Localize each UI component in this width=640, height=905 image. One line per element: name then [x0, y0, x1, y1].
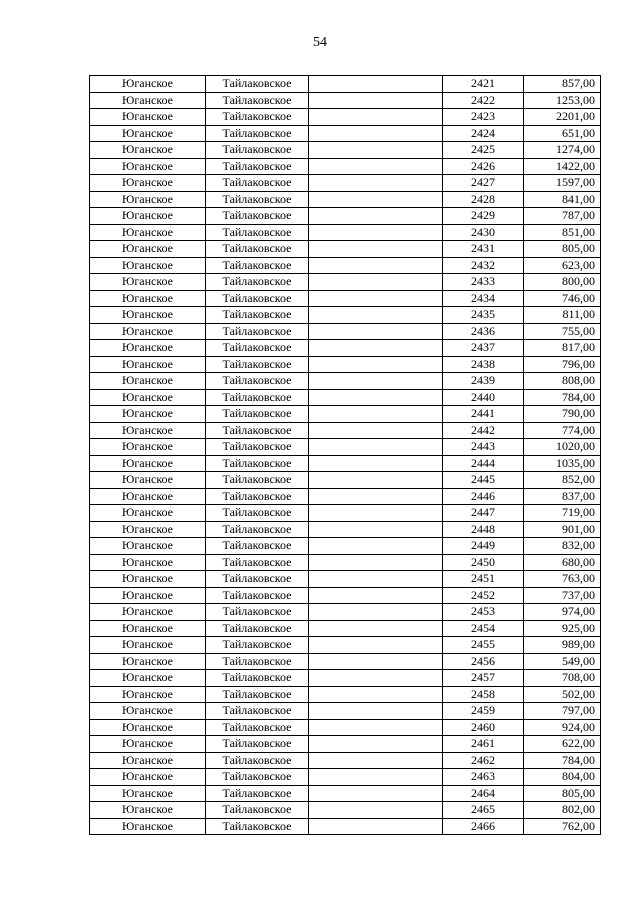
number-cell: 2459 — [443, 703, 524, 720]
region-cell: Юганское — [90, 76, 206, 93]
region-cell: Юганское — [90, 670, 206, 687]
region-cell: Юганское — [90, 274, 206, 291]
region-cell: Юганское — [90, 703, 206, 720]
region-cell: Юганское — [90, 373, 206, 390]
empty-cell — [309, 92, 443, 109]
number-cell: 2447 — [443, 505, 524, 522]
table-row — [90, 719, 601, 736]
number-cell: 2436 — [443, 323, 524, 340]
number-cell: 2444 — [443, 455, 524, 472]
field-cell: Тайлаковское — [206, 323, 309, 340]
region-cell: Юганское — [90, 620, 206, 637]
field-cell: Тайлаковское — [206, 241, 309, 258]
region-cell: Юганское — [90, 653, 206, 670]
number-cell: 2448 — [443, 521, 524, 538]
table-row — [90, 752, 601, 769]
table-row — [90, 241, 601, 258]
table-row — [90, 538, 601, 555]
empty-cell — [309, 406, 443, 423]
number-cell: 2461 — [443, 736, 524, 753]
field-cell: Тайлаковское — [206, 488, 309, 505]
table-row — [90, 587, 601, 604]
empty-cell — [309, 686, 443, 703]
value-cell: 737,00 — [524, 587, 601, 604]
value-cell: 797,00 — [524, 703, 601, 720]
field-cell: Тайлаковское — [206, 719, 309, 736]
value-cell: 784,00 — [524, 389, 601, 406]
table-row — [90, 769, 601, 786]
empty-cell — [309, 274, 443, 291]
empty-cell — [309, 802, 443, 819]
value-cell: 802,00 — [524, 802, 601, 819]
region-cell: Юганское — [90, 554, 206, 571]
data-table — [89, 75, 601, 835]
number-cell: 2463 — [443, 769, 524, 786]
value-cell: 622,00 — [524, 736, 601, 753]
table-row — [90, 439, 601, 456]
number-cell: 2460 — [443, 719, 524, 736]
field-cell: Тайлаковское — [206, 686, 309, 703]
number-cell: 2421 — [443, 76, 524, 93]
value-cell: 804,00 — [524, 769, 601, 786]
number-cell: 2452 — [443, 587, 524, 604]
region-cell: Юганское — [90, 257, 206, 274]
region-cell: Юганское — [90, 488, 206, 505]
value-cell: 800,00 — [524, 274, 601, 291]
number-cell: 2443 — [443, 439, 524, 456]
number-cell: 2429 — [443, 208, 524, 225]
region-cell: Юганское — [90, 439, 206, 456]
empty-cell — [309, 637, 443, 654]
value-cell: 1597,00 — [524, 175, 601, 192]
table-row — [90, 224, 601, 241]
value-cell: 623,00 — [524, 257, 601, 274]
region-cell: Юганское — [90, 389, 206, 406]
table-row — [90, 191, 601, 208]
value-cell: 1253,00 — [524, 92, 601, 109]
region-cell: Юганское — [90, 719, 206, 736]
value-cell: 817,00 — [524, 340, 601, 357]
value-cell: 832,00 — [524, 538, 601, 555]
number-cell: 2439 — [443, 373, 524, 390]
table-row — [90, 290, 601, 307]
field-cell: Тайлаковское — [206, 472, 309, 489]
table-row — [90, 554, 601, 571]
region-cell: Юганское — [90, 109, 206, 126]
field-cell: Тайлаковское — [206, 307, 309, 324]
region-cell: Юганское — [90, 686, 206, 703]
field-cell: Тайлаковское — [206, 175, 309, 192]
empty-cell — [309, 554, 443, 571]
value-cell: 651,00 — [524, 125, 601, 142]
region-cell: Юганское — [90, 406, 206, 423]
empty-cell — [309, 307, 443, 324]
value-cell: 755,00 — [524, 323, 601, 340]
field-cell: Тайлаковское — [206, 191, 309, 208]
empty-cell — [309, 373, 443, 390]
region-cell: Юганское — [90, 802, 206, 819]
table-row — [90, 785, 601, 802]
field-cell: Тайлаковское — [206, 92, 309, 109]
field-cell: Тайлаковское — [206, 521, 309, 538]
value-cell: 787,00 — [524, 208, 601, 225]
table-row — [90, 356, 601, 373]
region-cell: Юганское — [90, 521, 206, 538]
value-cell: 790,00 — [524, 406, 601, 423]
value-cell: 851,00 — [524, 224, 601, 241]
number-cell: 2432 — [443, 257, 524, 274]
empty-cell — [309, 604, 443, 621]
table-row — [90, 422, 601, 439]
value-cell: 502,00 — [524, 686, 601, 703]
value-cell: 763,00 — [524, 571, 601, 588]
field-cell: Тайлаковское — [206, 571, 309, 588]
value-cell: 811,00 — [524, 307, 601, 324]
field-cell: Тайлаковское — [206, 439, 309, 456]
table-row — [90, 109, 601, 126]
field-cell: Тайлаковское — [206, 290, 309, 307]
field-cell: Тайлаковское — [206, 406, 309, 423]
table-row — [90, 686, 601, 703]
number-cell: 2458 — [443, 686, 524, 703]
region-cell: Юганское — [90, 769, 206, 786]
number-cell: 2438 — [443, 356, 524, 373]
field-cell: Тайлаковское — [206, 653, 309, 670]
empty-cell — [309, 109, 443, 126]
table-row — [90, 307, 601, 324]
table-row — [90, 670, 601, 687]
value-cell: 784,00 — [524, 752, 601, 769]
table-row — [90, 208, 601, 225]
empty-cell — [309, 323, 443, 340]
field-cell: Тайлаковское — [206, 142, 309, 159]
number-cell: 2464 — [443, 785, 524, 802]
value-cell: 774,00 — [524, 422, 601, 439]
value-cell: 2201,00 — [524, 109, 601, 126]
field-cell: Тайлаковское — [206, 736, 309, 753]
number-cell: 2424 — [443, 125, 524, 142]
value-cell: 805,00 — [524, 785, 601, 802]
table-row — [90, 455, 601, 472]
value-cell: 901,00 — [524, 521, 601, 538]
table-row — [90, 406, 601, 423]
number-cell: 2437 — [443, 340, 524, 357]
value-cell: 805,00 — [524, 241, 601, 258]
number-cell: 2434 — [443, 290, 524, 307]
field-cell: Тайлаковское — [206, 752, 309, 769]
table-row — [90, 818, 601, 835]
value-cell: 974,00 — [524, 604, 601, 621]
empty-cell — [309, 290, 443, 307]
region-cell: Юганское — [90, 505, 206, 522]
field-cell: Тайлаковское — [206, 802, 309, 819]
table-row — [90, 472, 601, 489]
empty-cell — [309, 439, 443, 456]
table-row — [90, 373, 601, 390]
region-cell: Юганское — [90, 571, 206, 588]
region-cell: Юганское — [90, 587, 206, 604]
region-cell: Юганское — [90, 356, 206, 373]
field-cell: Тайлаковское — [206, 208, 309, 225]
value-cell: 852,00 — [524, 472, 601, 489]
number-cell: 2431 — [443, 241, 524, 258]
empty-cell — [309, 422, 443, 439]
region-cell: Юганское — [90, 241, 206, 258]
empty-cell — [309, 125, 443, 142]
number-cell: 2425 — [443, 142, 524, 159]
field-cell: Тайлаковское — [206, 703, 309, 720]
region-cell: Юганское — [90, 158, 206, 175]
empty-cell — [309, 389, 443, 406]
field-cell: Тайлаковское — [206, 818, 309, 835]
region-cell: Юганское — [90, 752, 206, 769]
table-row — [90, 653, 601, 670]
region-cell: Юганское — [90, 92, 206, 109]
value-cell: 1274,00 — [524, 142, 601, 159]
empty-cell — [309, 571, 443, 588]
value-cell: 549,00 — [524, 653, 601, 670]
empty-cell — [309, 76, 443, 93]
value-cell: 680,00 — [524, 554, 601, 571]
empty-cell — [309, 455, 443, 472]
table-body — [90, 76, 601, 835]
table-row — [90, 488, 601, 505]
value-cell: 746,00 — [524, 290, 601, 307]
number-cell: 2428 — [443, 191, 524, 208]
field-cell: Тайлаковское — [206, 422, 309, 439]
empty-cell — [309, 752, 443, 769]
empty-cell — [309, 241, 443, 258]
empty-cell — [309, 158, 443, 175]
page-number: 54 — [313, 35, 327, 50]
field-cell: Тайлаковское — [206, 257, 309, 274]
region-cell: Юганское — [90, 175, 206, 192]
empty-cell — [309, 191, 443, 208]
region-cell: Юганское — [90, 224, 206, 241]
field-cell: Тайлаковское — [206, 274, 309, 291]
number-cell: 2433 — [443, 274, 524, 291]
value-cell: 719,00 — [524, 505, 601, 522]
number-cell: 2462 — [443, 752, 524, 769]
empty-cell — [309, 208, 443, 225]
value-cell: 924,00 — [524, 719, 601, 736]
value-cell: 857,00 — [524, 76, 601, 93]
empty-cell — [309, 538, 443, 555]
empty-cell — [309, 653, 443, 670]
value-cell: 796,00 — [524, 356, 601, 373]
region-cell: Юганское — [90, 340, 206, 357]
number-cell: 2456 — [443, 653, 524, 670]
field-cell: Тайлаковское — [206, 109, 309, 126]
number-cell: 2442 — [443, 422, 524, 439]
region-cell: Юганское — [90, 290, 206, 307]
region-cell: Юганское — [90, 472, 206, 489]
empty-cell — [309, 142, 443, 159]
empty-cell — [309, 340, 443, 357]
empty-cell — [309, 224, 443, 241]
number-cell: 2455 — [443, 637, 524, 654]
empty-cell — [309, 670, 443, 687]
region-cell: Юганское — [90, 637, 206, 654]
table-row — [90, 736, 601, 753]
table-row — [90, 175, 601, 192]
value-cell: 925,00 — [524, 620, 601, 637]
table-row — [90, 158, 601, 175]
empty-cell — [309, 719, 443, 736]
number-cell: 2450 — [443, 554, 524, 571]
empty-cell — [309, 505, 443, 522]
table-row — [90, 125, 601, 142]
number-cell: 2445 — [443, 472, 524, 489]
number-cell: 2446 — [443, 488, 524, 505]
number-cell: 2453 — [443, 604, 524, 621]
region-cell: Юганское — [90, 191, 206, 208]
region-cell: Юганское — [90, 307, 206, 324]
field-cell: Тайлаковское — [206, 620, 309, 637]
table-row — [90, 802, 601, 819]
number-cell: 2449 — [443, 538, 524, 555]
number-cell: 2430 — [443, 224, 524, 241]
table-row — [90, 703, 601, 720]
field-cell: Тайлаковское — [206, 373, 309, 390]
number-cell: 2457 — [443, 670, 524, 687]
empty-cell — [309, 257, 443, 274]
table-row — [90, 274, 601, 291]
table-row — [90, 257, 601, 274]
table-row — [90, 637, 601, 654]
region-cell: Юганское — [90, 818, 206, 835]
region-cell: Юганское — [90, 736, 206, 753]
empty-cell — [309, 587, 443, 604]
value-cell: 708,00 — [524, 670, 601, 687]
number-cell: 2426 — [443, 158, 524, 175]
field-cell: Тайлаковское — [206, 125, 309, 142]
number-cell: 2440 — [443, 389, 524, 406]
region-cell: Юганское — [90, 785, 206, 802]
number-cell: 2466 — [443, 818, 524, 835]
empty-cell — [309, 521, 443, 538]
empty-cell — [309, 620, 443, 637]
table-row — [90, 76, 601, 93]
field-cell: Тайлаковское — [206, 637, 309, 654]
table-row — [90, 505, 601, 522]
field-cell: Тайлаковское — [206, 389, 309, 406]
empty-cell — [309, 785, 443, 802]
table-row — [90, 142, 601, 159]
table-row — [90, 340, 601, 357]
empty-cell — [309, 703, 443, 720]
table-row — [90, 389, 601, 406]
value-cell: 841,00 — [524, 191, 601, 208]
field-cell: Тайлаковское — [206, 224, 309, 241]
value-cell: 989,00 — [524, 637, 601, 654]
table-row — [90, 92, 601, 109]
region-cell: Юганское — [90, 208, 206, 225]
field-cell: Тайлаковское — [206, 604, 309, 621]
field-cell: Тайлаковское — [206, 670, 309, 687]
region-cell: Юганское — [90, 538, 206, 555]
value-cell: 837,00 — [524, 488, 601, 505]
field-cell: Тайлаковское — [206, 340, 309, 357]
value-cell: 1035,00 — [524, 455, 601, 472]
region-cell: Юганское — [90, 422, 206, 439]
field-cell: Тайлаковское — [206, 554, 309, 571]
empty-cell — [309, 472, 443, 489]
value-cell: 808,00 — [524, 373, 601, 390]
field-cell: Тайлаковское — [206, 76, 309, 93]
empty-cell — [309, 356, 443, 373]
field-cell: Тайлаковское — [206, 505, 309, 522]
number-cell: 2422 — [443, 92, 524, 109]
field-cell: Тайлаковское — [206, 158, 309, 175]
field-cell: Тайлаковское — [206, 587, 309, 604]
field-cell: Тайлаковское — [206, 455, 309, 472]
region-cell: Юганское — [90, 455, 206, 472]
field-cell: Тайлаковское — [206, 356, 309, 373]
number-cell: 2454 — [443, 620, 524, 637]
empty-cell — [309, 769, 443, 786]
field-cell: Тайлаковское — [206, 785, 309, 802]
empty-cell — [309, 818, 443, 835]
empty-cell — [309, 736, 443, 753]
field-cell: Тайлаковское — [206, 538, 309, 555]
number-cell: 2441 — [443, 406, 524, 423]
field-cell: Тайлаковское — [206, 769, 309, 786]
table-row — [90, 323, 601, 340]
region-cell: Юганское — [90, 142, 206, 159]
empty-cell — [309, 175, 443, 192]
number-cell: 2435 — [443, 307, 524, 324]
value-cell: 1422,00 — [524, 158, 601, 175]
empty-cell — [309, 488, 443, 505]
table-row — [90, 620, 601, 637]
value-cell: 1020,00 — [524, 439, 601, 456]
number-cell: 2423 — [443, 109, 524, 126]
table-row — [90, 571, 601, 588]
region-cell: Юганское — [90, 323, 206, 340]
value-cell: 762,00 — [524, 818, 601, 835]
number-cell: 2465 — [443, 802, 524, 819]
table-row — [90, 521, 601, 538]
number-cell: 2427 — [443, 175, 524, 192]
region-cell: Юганское — [90, 125, 206, 142]
table-row — [90, 604, 601, 621]
region-cell: Юганское — [90, 604, 206, 621]
number-cell: 2451 — [443, 571, 524, 588]
